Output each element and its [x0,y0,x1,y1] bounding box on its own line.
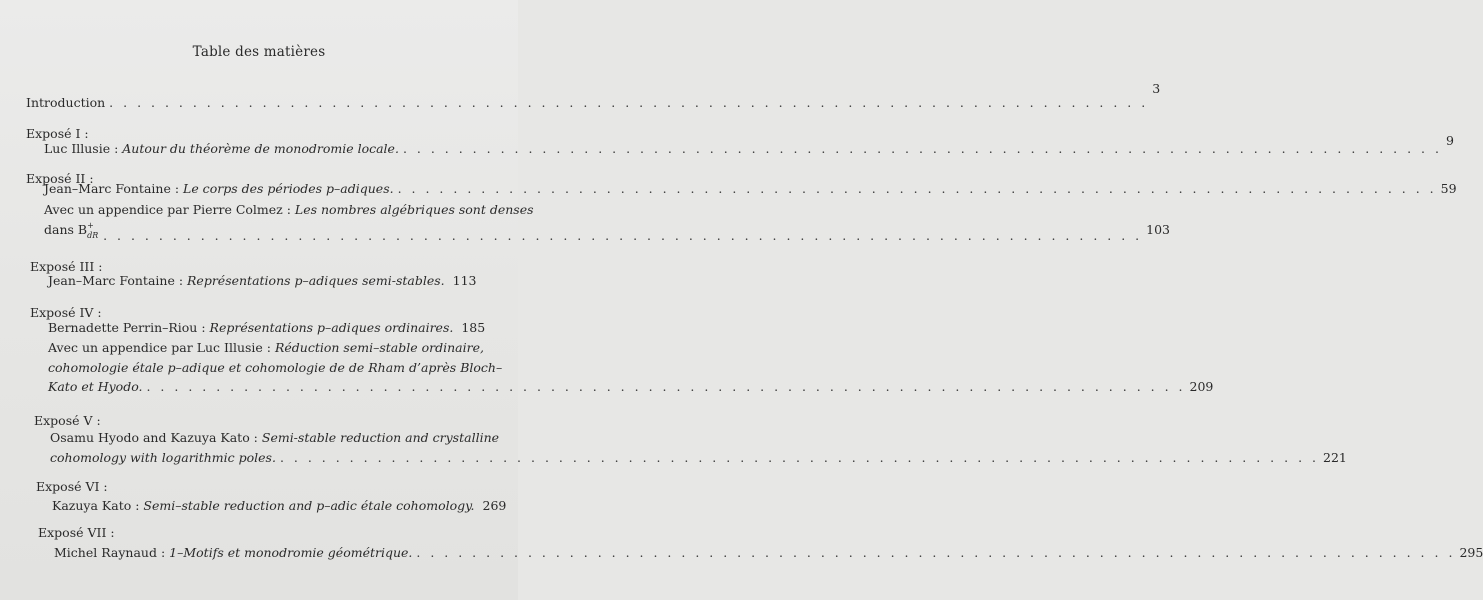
section-heading: Exposé VII : [38,525,115,540]
section-heading: Exposé V : [34,413,101,428]
author: Osamu Hyodo and Kazuya Kato : [50,430,262,445]
dot-leader: . . . . . . . . . . . . . . . . . . . . . . . . . . . . . . . . . . . . . . . . . . . . . . . . . . . . . . . . . . . . . . . . . . . . . . . . . . . [397,181,1437,196]
section-heading: Exposé II : [26,171,94,186]
page-number: 269 [482,498,507,513]
section-heading: Exposé VI : [36,479,108,494]
toc-entry [48,320,486,336]
page-number: 185 [461,320,486,335]
toc-entry [52,498,507,514]
page-number: 221 [1323,450,1347,465]
appendix-line: cohomologie étale p–adique et cohomologie de de Rham d’après Bloch– [48,360,503,375]
toc-entry [48,273,477,289]
section-heading: Exposé IV : [30,305,102,320]
page-number: 113 [452,273,477,288]
work-title: Représentations p–adiques semi-stables. [187,273,445,288]
page-number: 209 [1189,379,1214,394]
dot-leader: . . . . . . . . . . . . . . . . . . . . . . . . . . . . . . . . . . . . . . . . . . . . . . . . . . . . . . . . . . . . . . . . . . . . . . . . . . . [416,545,1456,560]
page-title: Table des matières [192,44,326,60]
dot-leader: . . . . . . . . . . . . . . . . . . . . . . . . . . . . . . . . . . . . . . . . . . . . . . . . . . . . . . . . . . . . . . . . . . . . . . . . . . . [402,141,1442,156]
toc-entry [44,181,1457,197]
page-number: 9 [1445,133,1454,148]
toc-entry [54,545,1483,561]
toc-entry [44,131,1454,156]
work-title: Représentations p–adiques ordinaires. [209,320,454,335]
page-number: 3 [1152,81,1161,96]
dot-leader: . . . . . . . . . . . . . . . . . . . . . . . . . . . . . . . . . . . . . . . . . . . . . . . . . . . . . . . . . . . . . . . . . . . . . . . . . . . [279,450,1319,465]
page-number: 59 [1440,181,1457,196]
dot-leader: . . . . . . . . . . . . . . . . . . . . . . . . . . . . . . . . . . . . . . . . . . . . . . . . . . . . . . . . . . . . . . . . . . . . . . . . . . . [146,379,1186,394]
appendix-line: Avec un appendice par Pierre Colmez : Les nombres algébriques sont denses [44,202,534,217]
author: Michel Raynaud : [54,545,170,560]
dot-leader: . . . . . . . . . . . . . . . . . . . . . . . . . . . . . . . . . . . . . . . . . . . . . . . . . . . . . . . . . . . . . . . . . . . . . . . . . . . [109,95,1149,110]
work-title: Le corps des périodes p–adiques. [183,181,394,196]
toc-entry: cohomology with logarithmic poles. . . . . . . . . . . . . . . . . . . . . . . . . . . . . . . . . . . . . . . . . . . . . . . . . . . . . . . . . . . . . . . . . . . . . . . . . . . . 221 [50,450,1347,465]
appendix-line: Avec un appendice par Luc Illusie : Réduction semi–stable ordinaire, [48,340,484,355]
toc-label: Introduction [26,95,106,110]
author: Kazuya Kato : [52,498,144,513]
toc-entry-line [50,430,499,446]
work-title: Semi–stable reduction and p–adic étale cohomology. [143,498,475,513]
work-title: 1–Motifs et monodromie géométrique. [169,545,413,560]
author: Jean–Marc Fontaine : [48,273,188,288]
author: Jean–Marc Fontaine : [44,181,184,196]
toc-entry-appendix: dans B + dR . . . . . . . . . . . . . . . . . . . . . . . . . . . . . . . . . . . . . . . . . . . . . . . . . . . . . . . . . . . . . . . . . . . . . . . . . . . 103 [44,221,1170,243]
dot-leader: . . . . . . . . . . . . . . . . . . . . . . . . . . . . . . . . . . . . . . . . . . . . . . . . . . . . . . . . . . . . . . . . . . . . . . . . . . . [103,228,1143,243]
toc-entry-introduction [26,81,1161,111]
author: Bernadette Perrin–Riou : [48,320,210,335]
author: Luc Illusie : [44,141,123,156]
section-heading: Exposé III : [30,259,103,274]
work-title: Autour du théorème de monodromie locale. [122,141,399,156]
toc-entry-appendix: Kato et Hyodo. . . . . . . . . . . . . . . . . . . . . . . . . . . . . . . . . . . . . . . . . . . . . . . . . . . . . . . . . . . . . . . . . . . . . . . . . . . . 209 [48,379,1214,394]
page-number: 103 [1146,222,1170,237]
work-title: Semi-stable reduction and crystalline [261,430,500,445]
section-heading: Exposé I : [26,126,89,141]
page-number: 295 [1459,545,1483,560]
